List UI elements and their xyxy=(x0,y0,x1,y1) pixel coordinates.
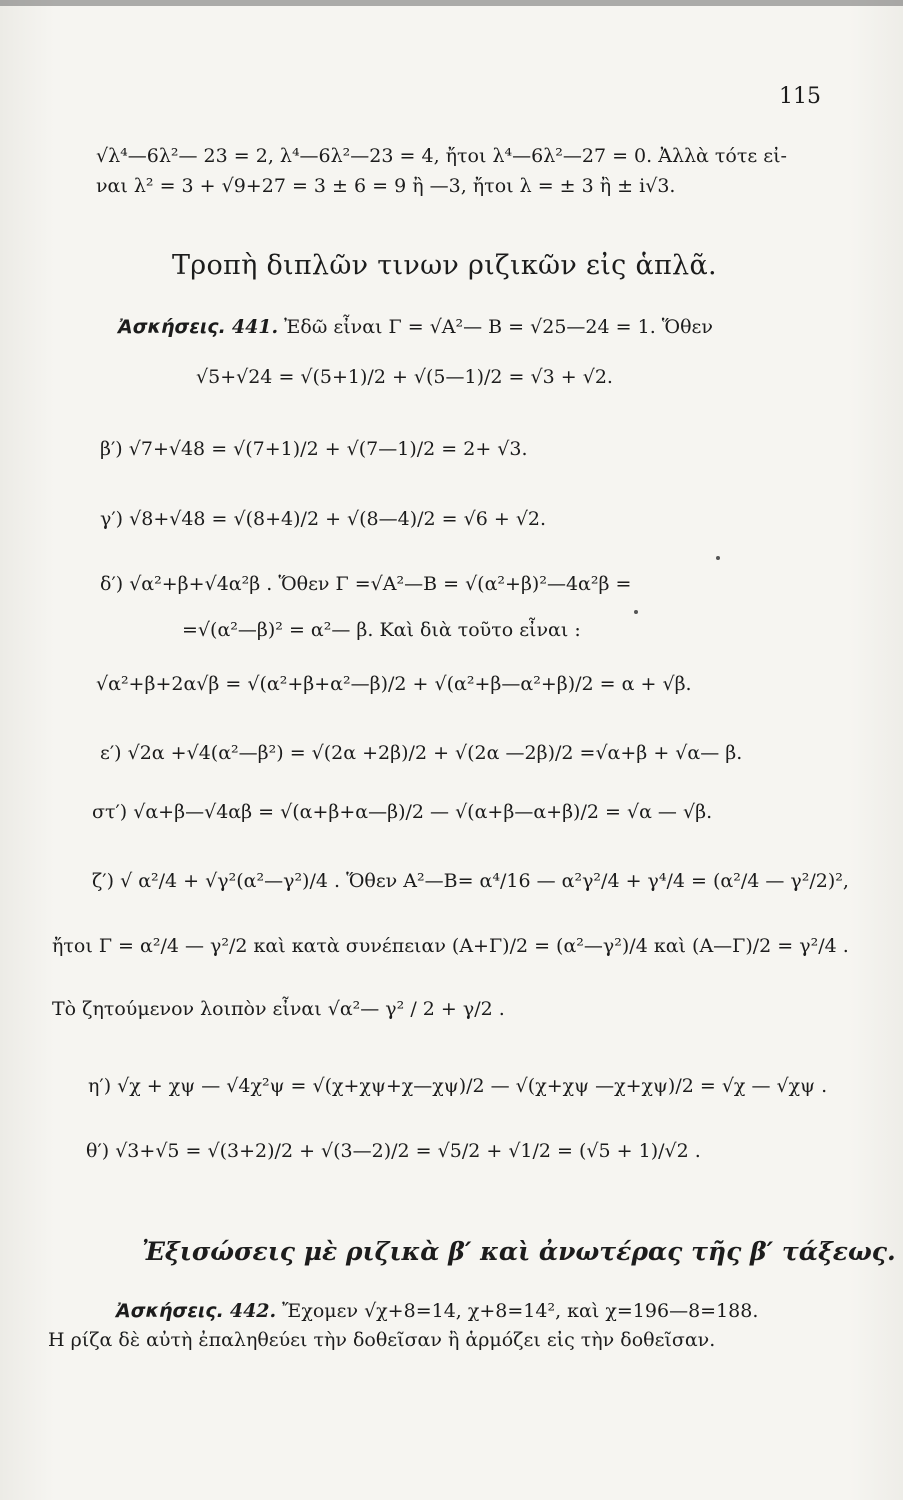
equation-line-1: √λ⁴—6λ²— 23 = 2, λ⁴—6λ²—23 = 4, ἤτοι λ⁴—6λ²—27 = 0. Ἀλλὰ τότε εἰ- xyxy=(96,145,787,167)
equation-row-st: στ′) √α+β—√4αβ = √(α+β+α—β)/2 — √(α+β—α+β)/2 = √α — √β. xyxy=(92,801,713,823)
equation-row-e: ε′) √2α +√4(α²—β²) = √(2α +2β)/2 + √(2α —2β)/2 =√α+β + √α— β. xyxy=(100,742,743,764)
equation-row-b: β′) √7+√48 = √(7+1)/2 + √(7—1)/2 = 2+ √3. xyxy=(100,438,528,460)
exercise-text: Ἔχομεν √χ+8=14, χ+8=14², καὶ χ=196—8=188. xyxy=(282,1300,759,1322)
equation-row-a: √5+√24 = √(5+1)/2 + √(5—1)/2 = √3 + √2. xyxy=(196,366,613,388)
exercise-text: Ἐδῶ εἶναι Γ = √Α²— Β = √25—24 = 1. Ὅθεν xyxy=(284,316,713,338)
equation-row-z-gamma: ἤτοι Γ = α²/4 — γ²/2 καὶ κατὰ συνέπειαν (Α+Γ)/2 = (α²—γ²)/4 καὶ (Α—Γ)/2 = γ²/4 . xyxy=(52,935,849,957)
exercises-label: Ἀσκήσεις. xyxy=(118,316,226,338)
equation-row-d-continued: =√(α²—β)² = α²— β. Καὶ διὰ τοῦτο εἶναι : xyxy=(182,619,581,641)
equation-row-c: γ′) √8+√48 = √(8+4)/2 + √(8—4)/2 = √6 + √2. xyxy=(100,508,547,530)
equation-row-d-result: √α²+β+2α√β = √(α²+β+α²—β)/2 + √(α²+β—α²+β)/2 = α + √β. xyxy=(96,673,692,695)
exercises-label: Ἀσκήσεις. xyxy=(116,1300,224,1322)
print-speck xyxy=(634,610,638,614)
exercise-number: 442. xyxy=(229,1300,277,1322)
section-heading-radicals: Τροπὴ διπλῶν τινων ριζικῶν εἰς ἁπλᾶ. xyxy=(172,250,717,281)
equation-row-z: ζ′) √ α²/4 + √γ²(α²—γ²)/4 . Ὅθεν Α²—Β= α⁴/16 — α²γ²/4 + γ⁴/4 = (α²/4 — γ²/2)², xyxy=(92,870,849,892)
equation-row-d: δ′) √α²+β+√4α²β . Ὅθεν Γ =√Α²—Β = √(α²+β)²—4α²β = xyxy=(100,573,632,595)
equation-row-eta: η′) √χ + χψ — √4χ²ψ = √(χ+χψ+χ—χψ)/2 — √(χ+χψ —χ+χψ)/2 = √χ — √χψ . xyxy=(88,1075,828,1097)
exercise-441-intro xyxy=(118,316,713,338)
page-number: 115 xyxy=(779,84,821,109)
exercise-442-conclusion: Η ρίζα δὲ αὐτὴ ἐπαληθεύει τὴν δοθεῖσαν ἢ ἁρμόζει εἰς τὴν δοθεῖσαν. xyxy=(48,1329,716,1351)
section-heading-equations: Ἐξισώσεις μὲ ριζικὰ β′ καὶ ἀνωτέρας τῆς β′ τάξεως. xyxy=(142,1237,896,1266)
print-speck xyxy=(716,556,720,560)
equation-row-theta: θ′) √3+√5 = √(3+2)/2 + √(3—2)/2 = √5/2 + √1/2 = (√5 + 1)/√2 . xyxy=(86,1140,701,1162)
equation-row-z-result: Τὸ ζητούμενον λοιπὸν εἶναι √α²— γ² / 2 + γ/2 . xyxy=(52,998,505,1020)
equation-line-2: ναι λ² = 3 + √9+27 = 3 ± 6 = 9 ἢ —3, ἤτοι λ = ± 3 ἢ ± i√3. xyxy=(96,175,676,197)
exercise-442-intro xyxy=(116,1300,758,1322)
page-top-edge xyxy=(0,0,903,6)
exercise-number: 441. xyxy=(231,316,279,338)
